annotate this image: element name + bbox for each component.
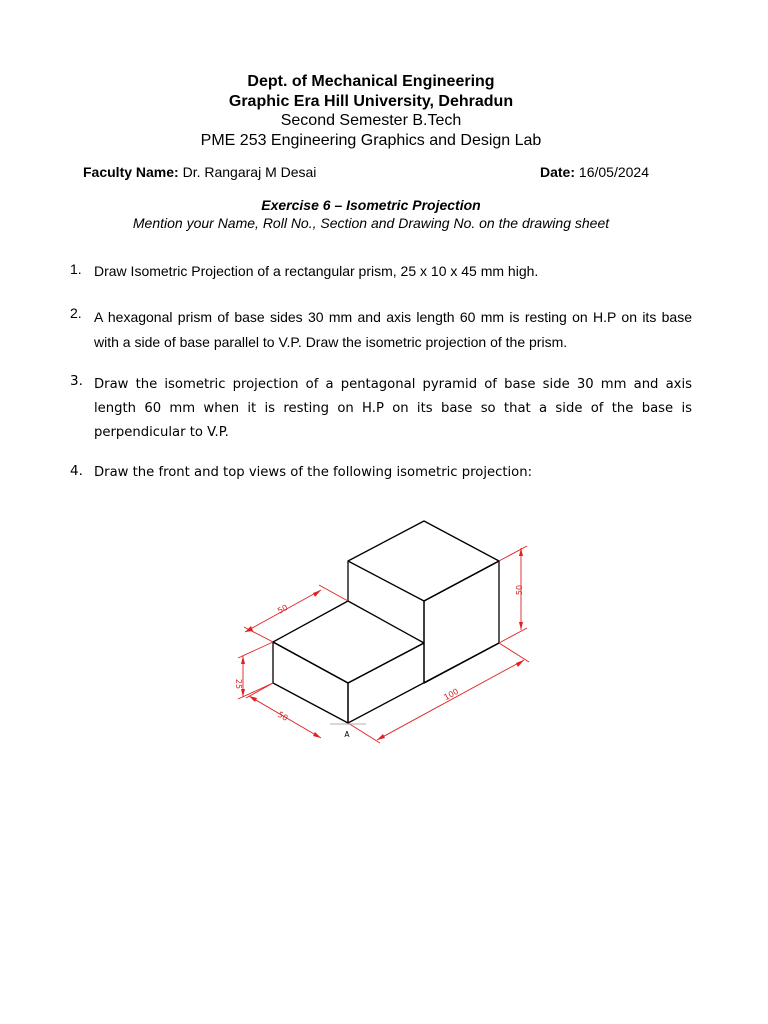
semester-label: Second Semester B.Tech: [280, 112, 462, 129]
dim-label-height-right: 50: [515, 584, 524, 596]
low-block-right-face: [348, 643, 499, 723]
ext-line: [499, 643, 529, 662]
ext-line: [499, 628, 527, 643]
dim-label-height-left: 25: [234, 678, 243, 690]
question-text: Draw the front and top views of the following isometric projection:: [94, 465, 533, 480]
question-text: Draw Isometric Projection of a rectangular prism, 25 x 10 x 45 mm high.: [94, 263, 539, 279]
ext-line: [246, 683, 273, 698]
exercise-title: Exercise 6 – Isometric Projection: [261, 197, 481, 213]
exercise-instruction: Mention your Name, Roll No., Section and Drawing No. on the drawing sheet: [132, 215, 610, 231]
date-label: Date:: [540, 164, 576, 180]
document-header: [0, 72, 742, 150]
arrow: [519, 548, 523, 556]
arrow: [519, 622, 523, 630]
dimension-labels: [234, 585, 524, 723]
corner-label-a: A: [344, 730, 350, 739]
low-block-top-face: [273, 601, 424, 683]
arrow: [245, 626, 253, 632]
arrow: [377, 734, 385, 740]
tall-block-right-face: [424, 561, 499, 683]
question-number: 2.: [70, 305, 82, 321]
date-info: [540, 163, 649, 181]
dim-line-length: [377, 660, 524, 740]
ext-line: [348, 723, 380, 743]
dim-label-bottom-depth: 50: [276, 709, 290, 723]
department-name: Dept. of Mechanical Engineering: [247, 73, 495, 90]
object-outline: [273, 521, 499, 723]
question-text: Draw the isometric projection of a pentagonal pyramid of base side 30 mm and axis length 60 mm when it is resting on H.P on its base so that a side of the base is perpendicular to V.P.: [94, 377, 692, 440]
ext-line: [319, 585, 348, 601]
arrow: [313, 732, 321, 738]
ext-line: [238, 642, 273, 658]
isometric-drawing: [225, 510, 545, 745]
exercise-block: [0, 196, 742, 232]
question-number: 4.: [70, 463, 83, 479]
university-name: Graphic Era Hill University, Dehradun: [228, 92, 514, 110]
question-number: 3.: [70, 373, 83, 389]
faculty-label: Faculty Name:: [83, 164, 179, 180]
arrow: [241, 656, 245, 664]
faculty-info: [83, 163, 316, 181]
arrow: [249, 696, 257, 702]
date-value: 16/05/2024: [578, 164, 649, 180]
dim-label-top-width: 50: [276, 602, 290, 616]
tall-block-top-face: [348, 521, 499, 601]
ext-line: [499, 546, 527, 561]
dim-label-length: 100: [442, 686, 461, 703]
arrow: [516, 660, 524, 667]
question-text: A hexagonal prism of base sides 30 mm and axis length 60 mm is resting on H.P on its base with a side of base parallel to V.P. Draw the isometric projection of the prism.: [94, 309, 692, 350]
low-block-left-face: [273, 642, 348, 723]
faculty-name: Dr. Rangaraj M Desai: [182, 164, 317, 180]
question-number: 1.: [70, 261, 82, 277]
course-title: PME 253 Engineering Graphics and Design Lab: [200, 131, 542, 149]
arrow: [313, 590, 321, 597]
